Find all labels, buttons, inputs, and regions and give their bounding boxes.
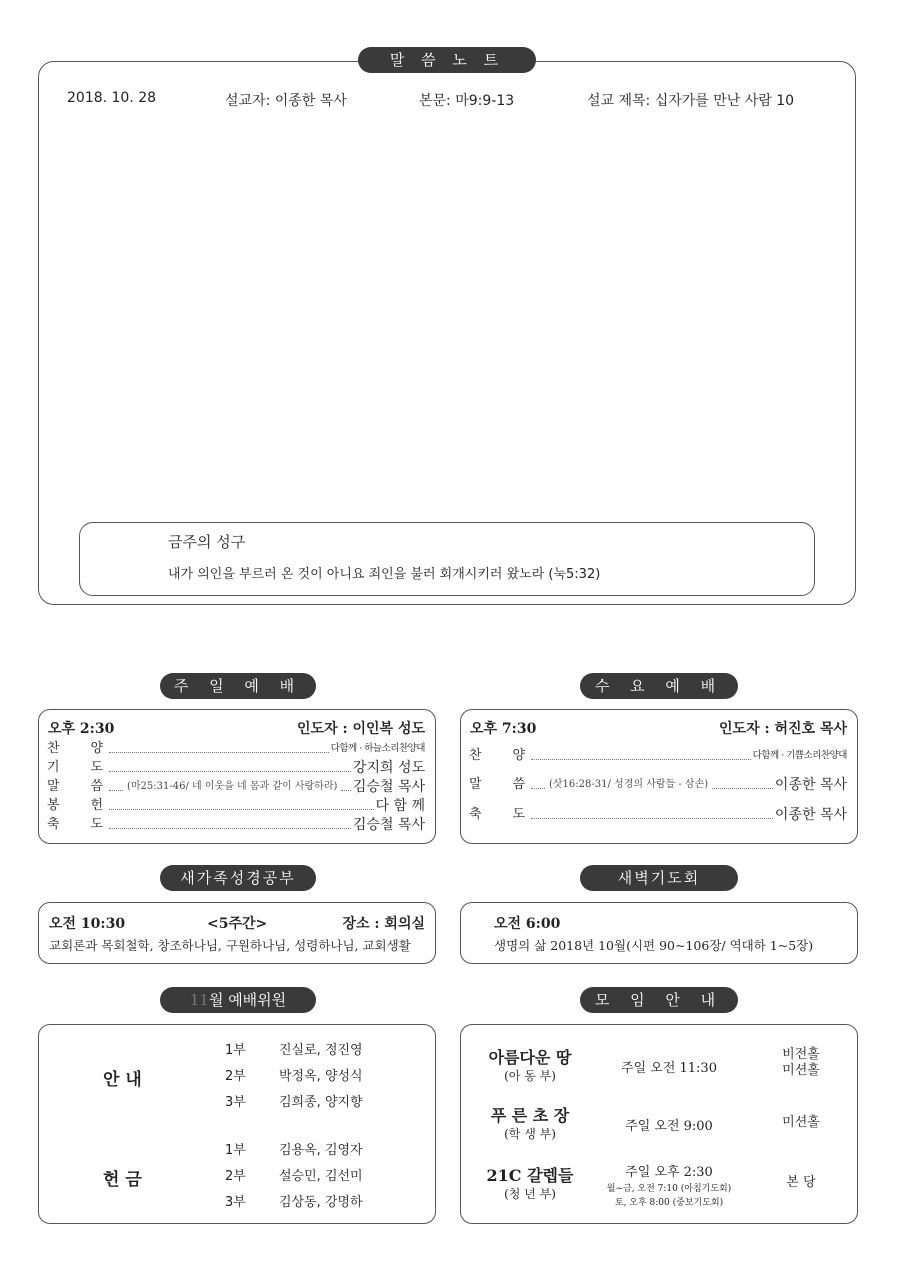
meeting-name: 아름다운 땅 [488,1048,572,1067]
sunday-time: 오후 2:30 [48,721,115,737]
worship-item-row [469,746,847,766]
sunday-worship-title: 주 일 예 배 [160,673,316,699]
verse-text: 내가 의인을 부르러 온 것이 아니요 죄인을 불러 회개시키러 왔노라 (눅5:32) [168,567,601,582]
wednesday-worship-title: 수 요 예 배 [580,673,738,699]
worship-item-row [47,777,425,797]
committee-part: 1부 [225,1143,246,1158]
worship-item-label-a: 말 [469,777,482,792]
dawn-prayer-title: 새벽기도회 [580,865,738,891]
worship-item-row [47,758,425,778]
worship-item-person: 이종한 목사 [774,807,847,823]
leader-dots [109,771,351,772]
committee-part: 2부 [225,1069,246,1084]
worship-item-label-b: 씀 [512,777,525,792]
committee-title [160,987,316,1013]
dawn-prayer-text: 생명의 삶 2018년 10월(시편 90~106장/ 역대하 1~5장) [494,938,814,953]
committee-part: 2부 [225,1169,246,1184]
committee-names: 김상동, 강명하 [279,1195,363,1210]
worship-item-label [47,739,107,759]
worship-item-row [469,805,847,825]
committee-month: 11 [189,991,209,1009]
worship-item-person: 다함께 · 기쁨소리찬양대 [752,750,847,761]
worship-item-label [469,805,529,825]
meeting-time-extra: 토, 오후 8:00 (중보기도회) [614,1198,724,1208]
wednesday-leader: 인도자 : 허진호 목사 [719,721,847,737]
meetings-box [460,1024,858,1224]
worship-item-label [469,746,529,766]
committee-part: 1부 [225,1043,246,1058]
worship-item-label-a: 찬 [47,741,60,756]
worship-item-row [47,815,425,835]
worship-item-label-a: 찬 [469,748,482,763]
meeting-place: 본 당 [786,1175,816,1190]
sermon-title: 설교 제목: 십자가를 만난 사람 10 [587,93,795,109]
worship-item-label [47,796,107,816]
sunday-worship-box [38,709,436,844]
leader-dots [109,790,123,791]
worship-item-scripture: (마25:31-46/ 네 이웃을 네 몸과 같이 사랑하라) [127,781,338,792]
dawn-prayer-time: 오전 6:00 [494,916,561,932]
worship-item-label-b: 양 [512,748,525,763]
worship-item-row [469,775,847,795]
dawn-prayer-box [460,902,858,964]
worship-item-person: 김승철 목사 [352,817,425,833]
worship-item-label-b: 도 [512,807,525,822]
worship-item-person: 김승철 목사 [352,779,425,795]
meetings-title: 모 임 안 내 [580,987,738,1013]
worship-item-label [469,775,529,795]
worship-item-label-a: 축 [47,817,60,832]
sermon-passage: 본문: 마9:9-13 [419,93,515,109]
sermon-date: 2018. 10. 28 [67,90,157,106]
committee-names: 진실로, 정진영 [279,1043,363,1058]
worship-item-label-a: 봉 [47,798,60,813]
meeting-name: 21C 갈렙들 [486,1166,574,1185]
committee-names: 박정옥, 양성식 [279,1069,363,1084]
committee-title-suffix: 월 예배위원 [208,991,287,1009]
family-bible-weeks: <5주간> [207,916,268,932]
leader-dots [531,788,545,789]
meeting-time: 주일 오전 11:30 [621,1061,717,1076]
worship-item-label-a: 기 [47,760,60,775]
worship-item-person: 강지희 성도 [352,760,425,776]
weekly-verse-box [79,522,815,596]
meeting-place: 미션홀 [782,1115,820,1130]
sermon-note-box [38,61,856,605]
committee-group-name: 안 내 [103,1070,142,1090]
sermon-preacher: 설교자: 이종한 목사 [225,93,347,109]
worship-item-label-b: 헌 [90,798,103,813]
verse-heading: 금주의 성구 [168,533,246,551]
worship-item-row [47,796,425,816]
worship-item-person: 다 함 께 [375,798,425,814]
worship-item-scripture: (삿16:28-31/ 성경의 사람들 - 삼손) [549,779,709,790]
meeting-dept: (청 년 부) [504,1187,556,1201]
meeting-dept: (아 동 부) [504,1069,556,1083]
committee-names: 김희종, 양지향 [279,1095,363,1110]
family-bible-title: 새가족성경공부 [160,865,316,891]
worship-item-label-a: 말 [47,779,60,794]
worship-item-person: 다함께 · 하늘소리찬양대 [330,743,425,754]
committee-box [38,1024,436,1224]
worship-item-label-b: 도 [90,817,103,832]
leader-dots [109,828,351,829]
sunday-leader: 인도자 : 이인복 성도 [297,721,425,737]
worship-item-label [47,758,107,778]
meeting-dept: (학 생 부) [504,1127,556,1141]
family-bible-box [38,902,436,964]
committee-part: 3부 [225,1095,246,1110]
family-bible-time: 오전 10:30 [49,916,126,932]
meeting-time: 주일 오전 9:00 [625,1119,713,1134]
wednesday-time: 오후 7:30 [470,721,537,737]
committee-part: 3부 [225,1195,246,1210]
worship-item-person: 이종한 목사 [774,777,847,793]
committee-names: 설승민, 김선미 [279,1169,363,1184]
leader-dots [531,759,751,760]
worship-item-label [47,815,107,835]
committee-group-name: 헌 금 [103,1170,142,1190]
worship-item-row [47,739,425,759]
meeting-place: 비전홀 미션홀 [782,1047,820,1078]
worship-item-label-a: 축 [469,807,482,822]
worship-item-label-b: 씀 [90,779,103,794]
worship-item-label-b: 도 [90,760,103,775]
meeting-time-extra: 월~금, 오전 7:10 (아침기도회) [606,1184,732,1194]
worship-item-label-b: 양 [90,741,103,756]
leader-dots [109,752,329,753]
leader-dots [341,790,351,791]
committee-names: 김용옥, 김영자 [279,1143,363,1158]
family-bible-place: 장소 : 회의실 [342,916,425,932]
family-bible-topics: 교회론과 목회철학, 창조하나님, 구원하나님, 성령하나님, 교회생활 [49,938,411,953]
wednesday-worship-box [460,709,858,844]
leader-dots [712,788,773,789]
leader-dots [531,818,773,819]
worship-item-label [47,777,107,797]
meeting-time: 주일 오후 2:30 [625,1165,713,1180]
sermon-note-title: 말 씀 노 트 [358,47,536,73]
meeting-name: 푸 른 초 장 [490,1106,570,1125]
leader-dots [109,809,374,810]
